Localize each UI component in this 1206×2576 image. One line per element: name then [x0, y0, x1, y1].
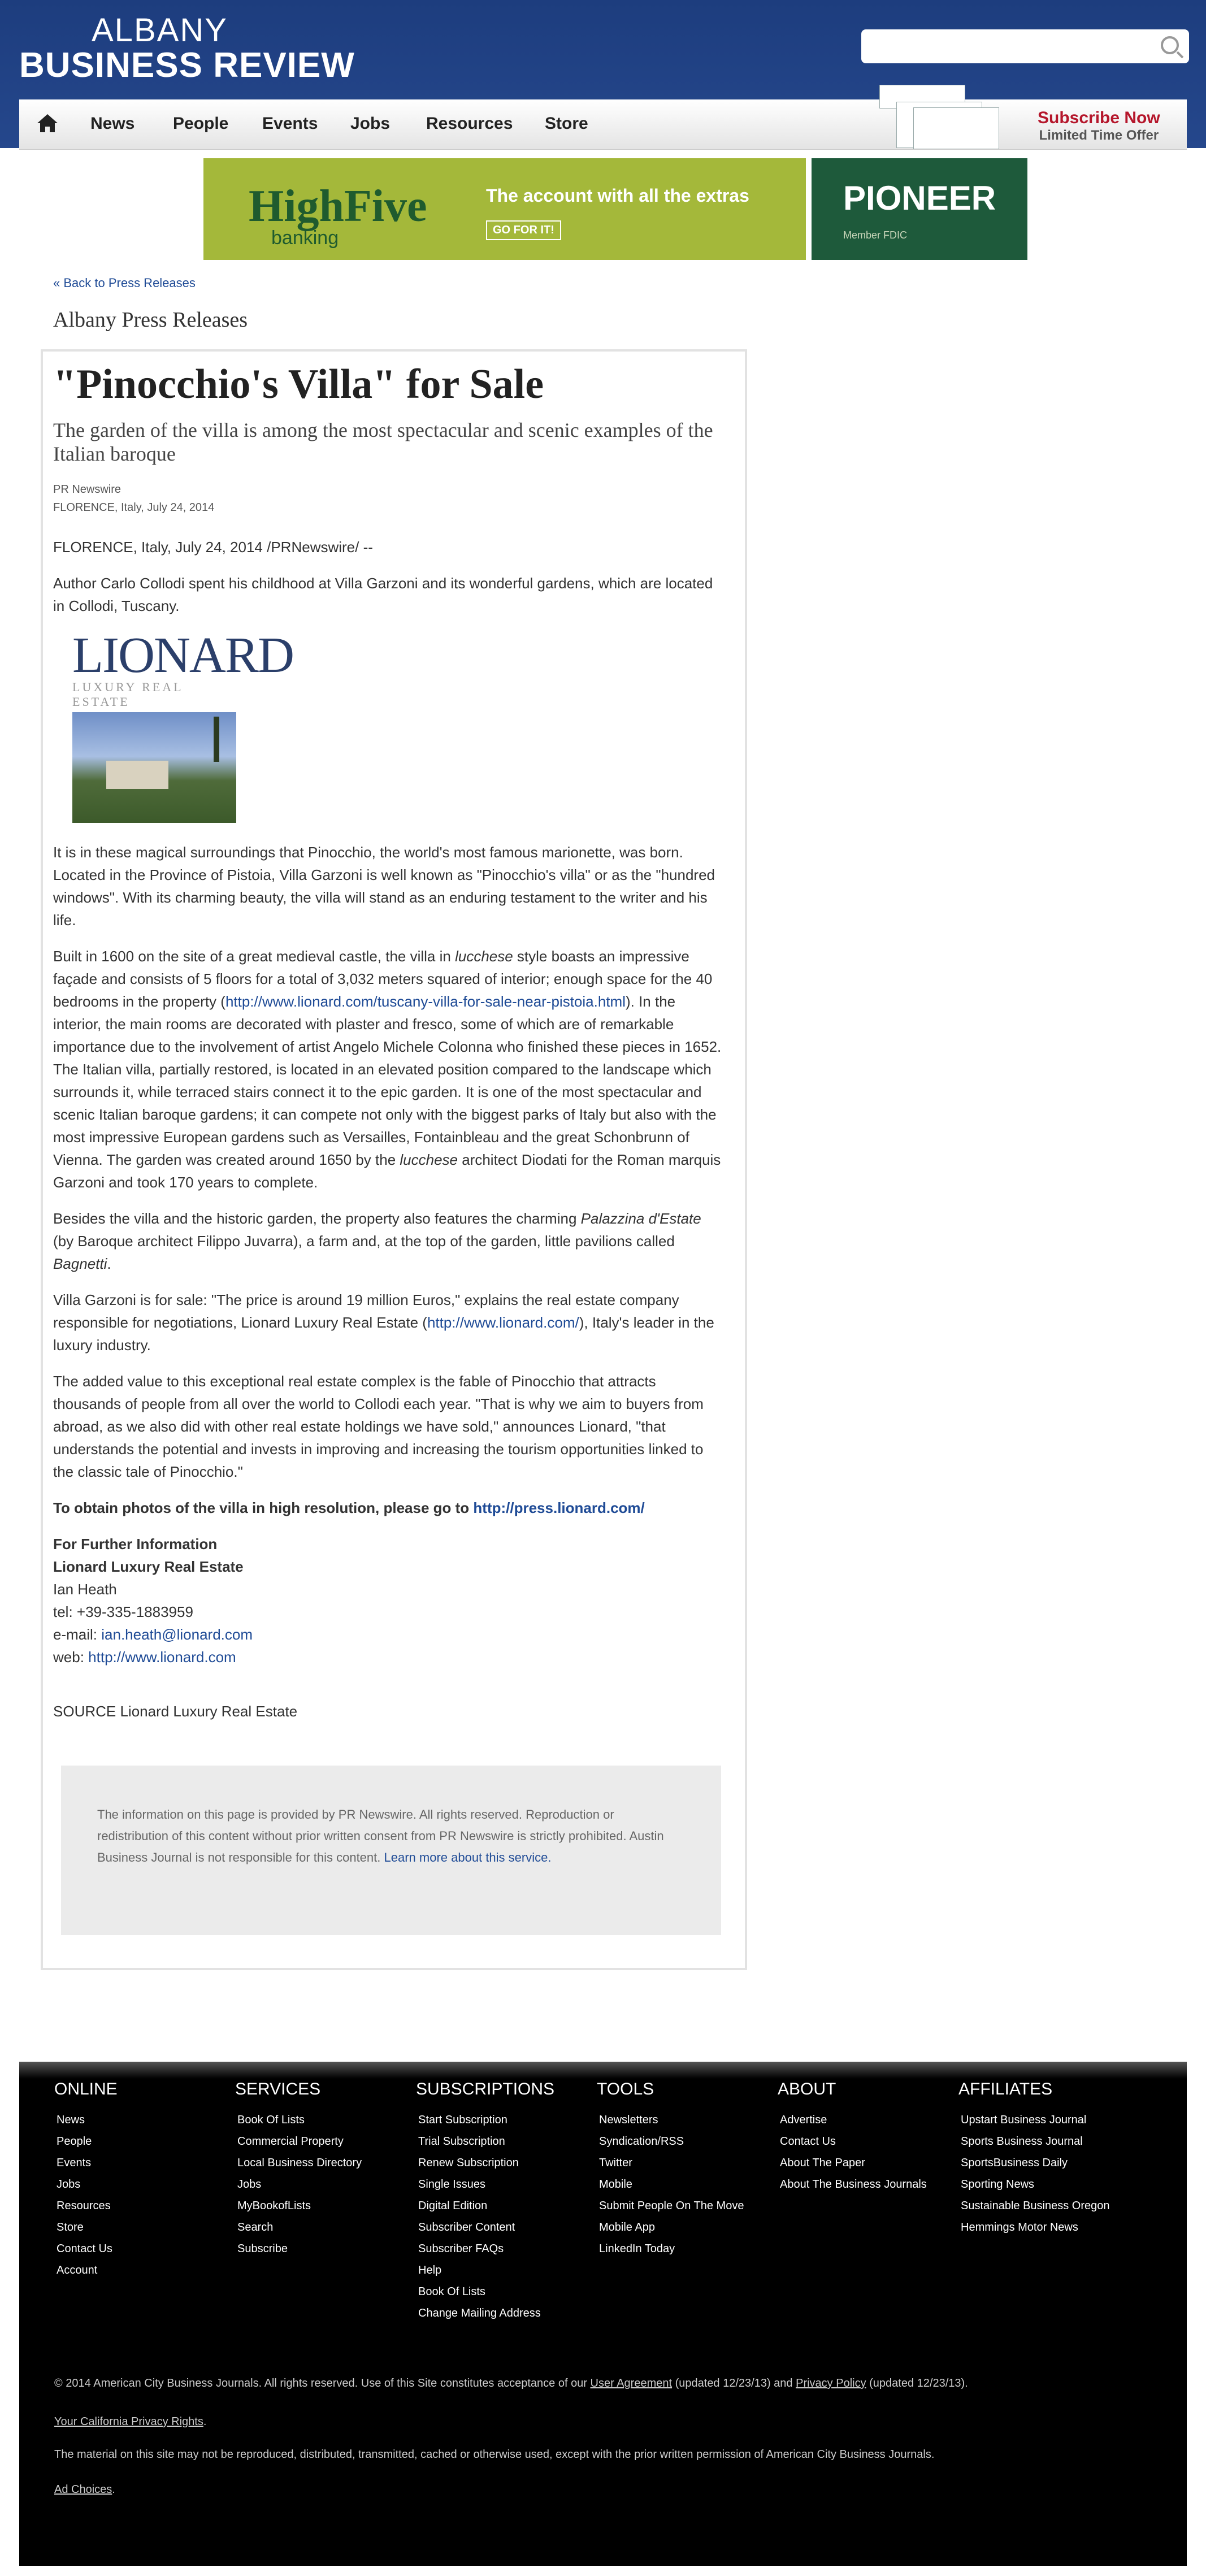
pr-newswire-disclaimer: [61, 1766, 721, 1935]
footer-link[interactable]: Hemmings Motor News: [961, 2221, 1078, 2234]
footer-col-services: [235, 2080, 362, 2260]
lead-paragraph: FLORENCE, Italy, July 24, 2014 /PRNewswire/ --: [53, 539, 373, 556]
footer-col-tools: [597, 2080, 744, 2260]
footer-col-heading: SUBSCRIPTIONS: [416, 2080, 555, 2098]
subscribe-newspaper-thumbnails[interactable]: [879, 85, 998, 148]
company-name: Lionard Luxury Real Estate: [53, 1558, 244, 1575]
paragraph-4: Besides the villa and the historic garden, the property also features the charming Palazzina d'Estate (by Baroque architect Filippo Juvarra), a farm and, at the top of the garden, little pavilions called Bagnetti.: [53, 1210, 701, 1272]
nav-item-events[interactable]: Events: [262, 114, 318, 133]
pioneer-banner-ad[interactable]: [812, 158, 1027, 260]
learn-more-link[interactable]: Learn more about this service.: [384, 1850, 552, 1864]
ad-choices-link[interactable]: Ad Choices: [54, 2483, 112, 2496]
villa-photo: [72, 712, 236, 823]
article-source: PR Newswire: [53, 483, 122, 496]
footer-col-online: [54, 2080, 118, 2281]
footer-link[interactable]: Twitter: [599, 2157, 632, 2169]
lionard-site-link[interactable]: http://www.lionard.com/: [427, 1314, 579, 1331]
site-logo[interactable]: [19, 14, 355, 84]
footer-link[interactable]: Change Mailing Address: [418, 2307, 541, 2319]
footer-link[interactable]: About The Paper: [780, 2157, 865, 2169]
footer-link[interactable]: Sports Business Journal: [961, 2135, 1083, 2148]
california-privacy-link[interactable]: Your California Privacy Rights: [54, 2415, 203, 2428]
disclaimer-text: The information on this page is provided by PR Newswire. All rights reserved. Reproduction or redistribution of this content without prior written consent from PR Newswire is strictly prohibited. Austin Business Journal is not responsible for this content. Learn more about this service.: [97, 1807, 664, 1864]
lionard-logo: [72, 626, 293, 711]
footer-col-subscriptions: [416, 2080, 554, 2324]
photos-paragraph: To obtain photos of the villa in high resolution, please go to http://press.lionard.com/: [53, 1499, 645, 1516]
footer-link[interactable]: Book Of Lists: [418, 2286, 485, 2298]
article-deck: The garden of the villa is among the most spectacular and scenic examples of the Italian baroque: [53, 419, 713, 465]
lionard-logo-name: LIONARD: [72, 627, 293, 683]
footer-link[interactable]: Subscriber Content: [418, 2221, 515, 2234]
footer-link[interactable]: Syndication/RSS: [599, 2135, 684, 2148]
contact-block: For Further Information Lionard Luxury Real Estate Ian Heath tel: +39-335-1883959 e-mail: ian.heath@lionard.com web: http://www.lionard.com: [53, 1536, 253, 1666]
footer-link[interactable]: Submit People On The Move: [599, 2200, 744, 2212]
ad-tagline: The account with all the extras: [486, 185, 749, 206]
footer-col-affiliates: [958, 2080, 1110, 2238]
footer-col-about: [778, 2080, 927, 2195]
contact-email-link[interactable]: ian.heath@lionard.com: [101, 1626, 253, 1643]
footer-link[interactable]: SportsBusiness Daily: [961, 2157, 1068, 2169]
ca-privacy: Your California Privacy Rights.: [54, 2415, 207, 2428]
footer-link[interactable]: People: [57, 2135, 92, 2148]
villa-listing-link[interactable]: http://www.lionard.com/tuscany-villa-for-sale-near-pistoia.html: [225, 993, 626, 1010]
user-agreement-link[interactable]: User Agreement: [590, 2377, 673, 2389]
search-input[interactable]: [861, 29, 1189, 63]
press-photos-link[interactable]: http://press.lionard.com/: [473, 1499, 645, 1516]
paragraph-2: It is in these magical surroundings that Pinocchio, the world's most famous marionette, was born. Located in the Province of Pistoia, Villa Garzoni is well known as "Pinocchio's villa" or as the "hundred windows". With its charming beauty, the villa will stand as an enduring testament to the writer and his life.: [53, 844, 715, 929]
article-body: [53, 841, 726, 1736]
footer-col-heading: ONLINE: [54, 2080, 118, 2098]
paragraph-3: Built in 1600 on the site of a great medieval castle, the villa in lucchese style boasts an impressive façade and consists of 5 floors for a total of 3,032 meters squared of interior; enough space for the 40 bedrooms in the property (http://www.lionard.com/tuscany-villa-for-sale-near-pistoia.html). In the interior, the main rooms are decorated with plaster and fresco, some of which are of remarkable importance due to the involvement of artist Angelo Michele Colonna who finished these pieces in 1652. The Italian villa, partially restored, is located in an elevated position compared to the landscape which surrounds it, while terraced stairs connect it to the epic garden. It is one of the most spectacular and scenic Italian baroque gardens; it can compete not only with the biggest parks of Italy but also with the most impressive European gardens such as Versailles, Fontainbleau and the great Schonbrunn of Vienna. The garden was created around 1650 by the lucchese architect Diodati for the Roman marquis Garzoni and took 170 years to complete.: [53, 948, 722, 1191]
footer-link[interactable]: Subscribe: [237, 2243, 288, 2255]
paragraph-6: The added value to this exceptional real estate complex is the fable of Pinocchio that attracts thousands of people from all over the world to Collodi each year. "That is why we aim to buyers from abroad, as we also did with other real estate holdings we have sold," announces Lionard, "that understands the potential and invests in improving and increasing the tourism opportunities linked to the classic tale of Pinocchio.": [53, 1373, 704, 1480]
footer-link[interactable]: Search: [237, 2221, 274, 2234]
footer-link[interactable]: Contact Us: [57, 2243, 112, 2255]
section-title: Albany Press Releases: [53, 308, 248, 332]
nav-item-news[interactable]: News: [90, 114, 135, 133]
footer-link[interactable]: Book Of Lists: [237, 2114, 305, 2126]
further-info-heading: For Further Information: [53, 1536, 218, 1552]
footer-link[interactable]: Help: [418, 2264, 442, 2276]
nav-item-jobs[interactable]: Jobs: [350, 114, 391, 133]
contact-name: Ian Heath: [53, 1581, 117, 1598]
logo-line1: ALBANY: [92, 12, 228, 49]
paragraph-1: Author Carlo Collodi spent his childhood at Villa Garzoni and its wonderful gardens, which are located in Collodi, Tuscany.: [53, 575, 713, 614]
footer-link[interactable]: Jobs: [237, 2178, 262, 2191]
nav-item-people[interactable]: People: [173, 114, 229, 133]
logo-line2: BUSINESS REVIEW: [19, 46, 355, 85]
article-header: [53, 357, 726, 631]
footer-link[interactable]: Start Subscription: [418, 2114, 507, 2126]
footer-link[interactable]: Trial Subscription: [418, 2135, 505, 2148]
footer-link[interactable]: Sporting News: [961, 2178, 1035, 2191]
footer-link[interactable]: Local Business Directory: [237, 2157, 362, 2169]
footer-link[interactable]: Events: [57, 2157, 92, 2169]
paragraph-5: Villa Garzoni is for sale: "The price is around 19 million Euros," explains the real estate company responsible for negotiations, Lionard Luxury Real Estate (http://www.lionard.com/), Italy's leader in the luxury industry.: [53, 1291, 714, 1354]
subscribe-promo[interactable]: [1038, 109, 1160, 144]
subscribe-offer: Limited Time Offer: [1039, 128, 1159, 143]
footer-col-heading: TOOLS: [597, 2080, 654, 2098]
lionard-logo-sub: LUXURY REAL ESTATE: [72, 680, 183, 709]
ad-fdic: Member FDIC: [843, 229, 908, 241]
home-icon[interactable]: [36, 113, 59, 133]
back-to-press-releases-link[interactable]: « Back to Press Releases: [53, 276, 196, 290]
footer-link[interactable]: Mobile App: [599, 2221, 655, 2234]
ad-brand-sub: banking: [271, 227, 339, 249]
footer-link[interactable]: Single Issues: [418, 2178, 485, 2191]
footer-link[interactable]: Digital Edition: [418, 2200, 488, 2212]
site-footer: [19, 2062, 1187, 2566]
footer-link[interactable]: Newsletters: [599, 2114, 658, 2126]
contact-tel: tel: +39-335-1883959: [53, 1603, 193, 1620]
footer-link[interactable]: Account: [57, 2264, 98, 2276]
highfive-banner-ad[interactable]: [203, 158, 806, 260]
ad-brand: PIONEER: [843, 179, 996, 217]
subscribe-link[interactable]: Subscribe Now: [1038, 109, 1160, 127]
reproduction-notice: The material on this site may not be reproduced, distributed, transmitted, cached or otherwise used, except with the prior written permission of American City Business Journals.: [54, 2448, 935, 2461]
contact-web-link[interactable]: http://www.lionard.com: [88, 1649, 236, 1666]
nav-item-resources[interactable]: Resources: [426, 114, 513, 133]
ad-brand: HighFive: [249, 181, 427, 231]
article-meta: [53, 480, 726, 517]
footer-link[interactable]: Renew Subscription: [418, 2157, 519, 2169]
ad-choices: Ad Choices.: [54, 2483, 115, 2496]
footer-col-heading: AFFILIATES: [958, 2080, 1053, 2098]
footer-link[interactable]: News: [57, 2114, 85, 2126]
footer-link[interactable]: Contact Us: [780, 2135, 836, 2148]
footer-link[interactable]: Advertise: [780, 2114, 827, 2126]
main-nav: [19, 99, 1187, 150]
footer-link[interactable]: MyBookofLists: [237, 2200, 311, 2212]
ad-cta-button[interactable]: GO FOR IT!: [486, 220, 561, 240]
footer-link[interactable]: Jobs: [57, 2178, 81, 2191]
nav-item-store[interactable]: Store: [545, 114, 588, 133]
source-line: SOURCE Lionard Luxury Real Estate: [53, 1703, 298, 1720]
privacy-policy-link[interactable]: Privacy Policy: [796, 2377, 866, 2389]
footer-link[interactable]: Resources: [57, 2200, 111, 2212]
footer-link[interactable]: Store: [57, 2221, 84, 2234]
footer-link[interactable]: Mobile: [599, 2178, 632, 2191]
article-title: "Pinocchio's Villa" for Sale: [53, 361, 544, 407]
footer-link[interactable]: Upstart Business Journal: [961, 2114, 1087, 2126]
copyright-notice: © 2014 American City Business Journals. All rights reserved. Use of this Site constitutes acceptance of our User Agreement (updated 12/23/13) and Privacy Policy (updated 12/23/13).: [54, 2377, 968, 2389]
footer-link[interactable]: Commercial Property: [237, 2135, 344, 2148]
article-dateline: FLORENCE, Italy, July 24, 2014: [53, 501, 215, 514]
footer-col-heading: ABOUT: [778, 2080, 836, 2098]
footer-col-heading: SERVICES: [235, 2080, 321, 2098]
footer-link[interactable]: Sustainable Business Oregon: [961, 2200, 1110, 2212]
footer-link[interactable]: LinkedIn Today: [599, 2243, 675, 2255]
footer-link[interactable]: Subscriber FAQs: [418, 2243, 504, 2255]
search-icon[interactable]: [1161, 36, 1179, 54]
footer-link[interactable]: About The Business Journals: [780, 2178, 927, 2191]
